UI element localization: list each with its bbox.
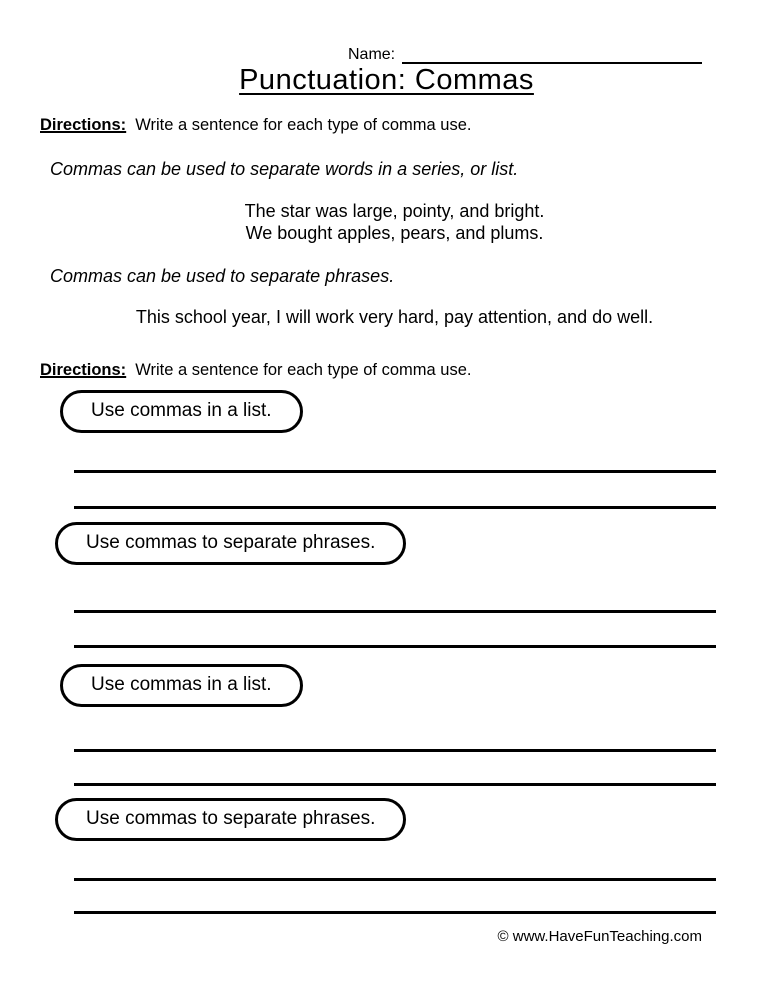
name-row	[348, 45, 702, 64]
exercise-4-answer-line-2[interactable]	[74, 911, 716, 914]
page-title: Punctuation: Commas	[239, 64, 534, 96]
exercise-1-answer-line-2[interactable]	[74, 506, 716, 509]
directions-bottom	[40, 361, 471, 380]
exercise-3-answer-line-2[interactable]	[74, 783, 716, 786]
example-sentence: We bought apples, pears, and plums.	[245, 223, 544, 243]
exercise-4-prompt-pill	[55, 798, 406, 841]
directions-bottom-label: Directions:	[40, 361, 127, 379]
directions-top	[40, 116, 471, 135]
rule-series-examples	[0, 200, 773, 244]
copyright: © www.HaveFunTeaching.com	[497, 928, 702, 945]
directions-bottom-text: Write a sentence for each type of comma use.	[135, 361, 472, 379]
exercise-3-prompt-pill	[60, 664, 303, 707]
exercise-4-prompt: Use commas to separate phrases.	[86, 807, 376, 829]
exercise-1-prompt: Use commas in a list.	[91, 399, 272, 421]
exercise-3-answer-line-1[interactable]	[74, 749, 716, 752]
rule-phrases-examples	[0, 306, 773, 328]
rule-statement-series: Commas can be used to separate words in a series, or list.	[50, 159, 519, 179]
example-sentence: The star was large, pointy, and bright.	[244, 201, 545, 221]
directions-top-label: Directions:	[40, 116, 127, 134]
rule-statement-phrases: Commas can be used to separate phrases.	[50, 266, 395, 286]
exercise-1-answer-line-1[interactable]	[74, 470, 716, 473]
exercise-3-prompt: Use commas in a list.	[91, 673, 272, 695]
example-sentence: This school year, I will work very hard, pay attention, and do well.	[135, 307, 654, 327]
exercise-2-answer-line-2[interactable]	[74, 645, 716, 648]
exercise-4-answer-line-1[interactable]	[74, 878, 716, 881]
exercise-1-prompt-pill	[60, 390, 303, 433]
exercise-2-answer-line-1[interactable]	[74, 610, 716, 613]
exercise-2-prompt-pill	[55, 522, 406, 565]
name-label: Name:	[348, 46, 396, 63]
exercise-2-prompt: Use commas to separate phrases.	[86, 531, 376, 553]
name-blank-line[interactable]	[402, 45, 702, 64]
directions-top-text: Write a sentence for each type of comma use.	[135, 116, 472, 134]
